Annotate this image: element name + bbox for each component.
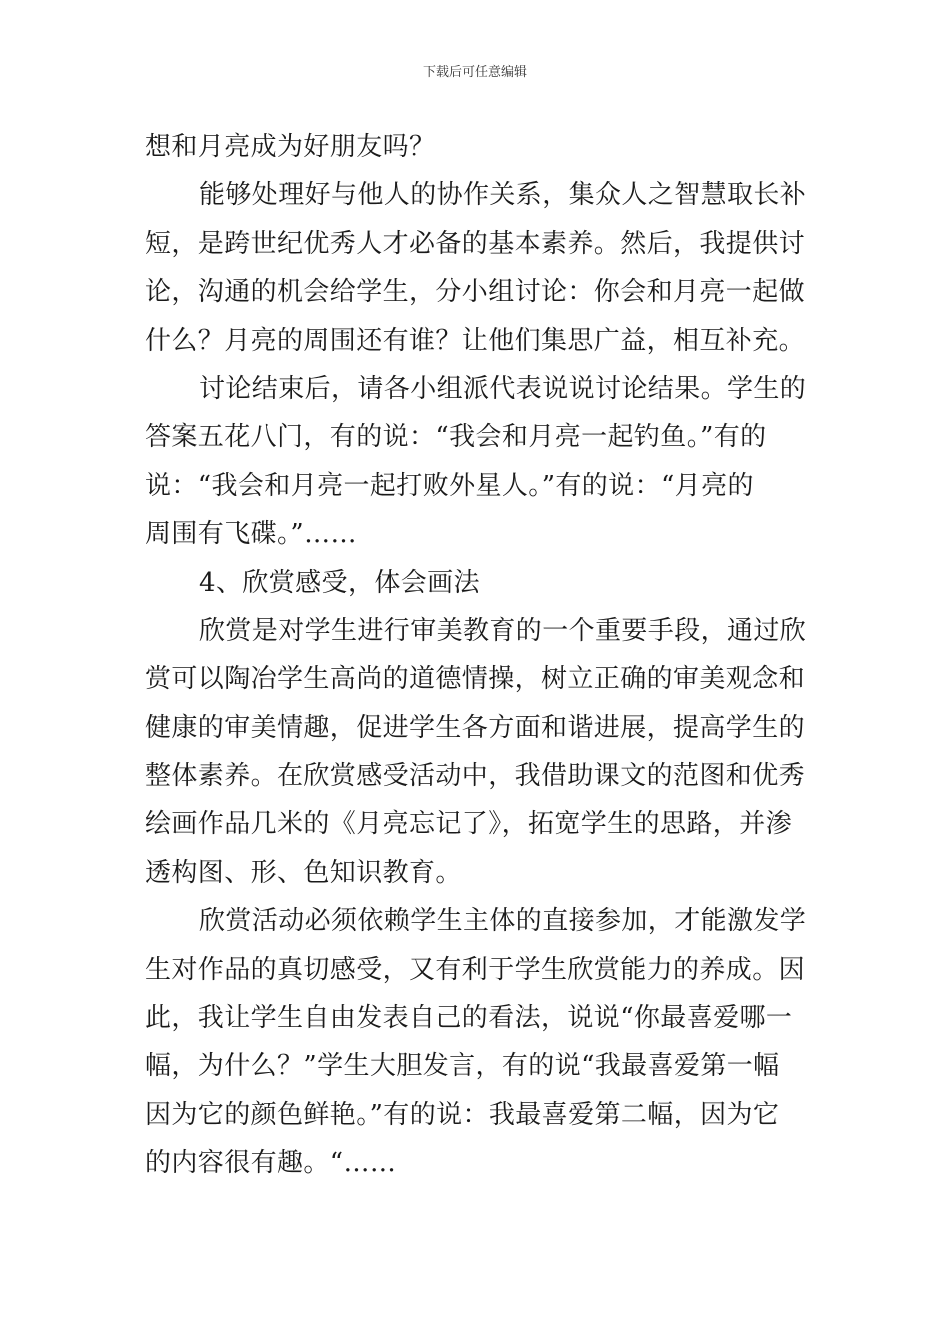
text-line: 幅，为什么？”学生大胆发言，有的说“我最喜爱第一幅	[145, 1051, 780, 1082]
paragraph-first-line: 能够处理好与他人的协作关系，集众人之智慧取长补	[199, 180, 807, 211]
text-line: 短，是跨世纪优秀人才必备的基本素养。然后，我提供讨	[145, 228, 806, 259]
text-line: 此，我让学生自由发表自己的看法，说说“你最喜爱哪一	[145, 1003, 793, 1034]
section-heading: 4、欣赏感受，体会画法	[199, 567, 480, 598]
text-line: 赏可以陶冶学生高尚的道德情操，树立正确的审美观念和	[145, 664, 806, 695]
text-line: 因为它的颜色鲜艳。”有的说：我最喜爱第二幅，因为它	[145, 1099, 780, 1130]
text-line: 想和月亮成为好朋友吗？	[145, 132, 436, 162]
page-header: 下载后可任意编辑	[422, 65, 527, 80]
text-line: 生对作品的真切感受，又有利于学生欣赏能力的养成。因	[145, 954, 806, 985]
document-body	[145, 123, 807, 1188]
paragraph-first-line: 讨论结束后，请各小组派代表说说讨论结果。学生的	[199, 373, 807, 404]
text-line: 绘画作品几米的《月亮忘记了》，拓宽学生的思路，并渗	[145, 809, 793, 840]
text-line: 论，沟通的机会给学生，分小组讨论：你会和月亮一起做	[145, 277, 806, 308]
text-line: 什么？月亮的周围还有谁？让他们集思广益，相互补充。	[145, 325, 806, 356]
text-line: 的内容很有趣。“……	[145, 1148, 397, 1179]
text-line: 健康的审美情趣，促进学生各方面和谐进展，提高学生的	[145, 712, 806, 743]
text-line: 答案五花八门，有的说：“我会和月亮一起钓鱼。”有的	[145, 422, 767, 453]
paragraph-first-line: 欣赏是对学生进行审美教育的一个重要手段，通过欣	[199, 615, 807, 646]
text-line: 透构图、形、色知识教育。	[145, 857, 462, 888]
text-line: 周围有飞碟。”……	[145, 519, 357, 550]
paragraph-first-line: 欣赏活动必须依赖学生主体的直接参加，才能激发学	[199, 906, 807, 937]
text-line: 整体素养。在欣赏感受活动中，我借助课文的范图和优秀	[145, 761, 806, 792]
text-line: 说：“我会和月亮一起打败外星人。”有的说：“月亮的	[145, 470, 754, 501]
